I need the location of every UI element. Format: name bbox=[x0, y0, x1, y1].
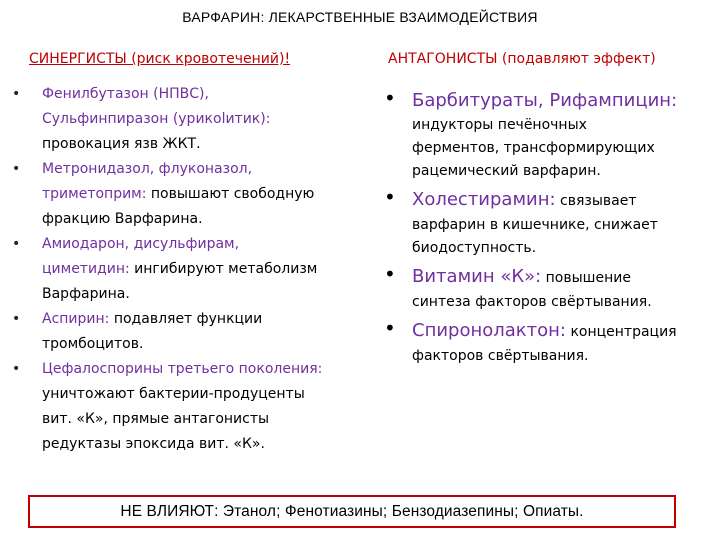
item-text: фракцию Варфарина. bbox=[42, 211, 203, 227]
item-text: индукторы печёночных bbox=[412, 117, 587, 133]
bullet-icon: • bbox=[12, 311, 21, 327]
drug-name: Витамин «К»: bbox=[412, 266, 542, 287]
item-text: провокация язв ЖКТ. bbox=[42, 136, 201, 152]
drug-name: Цефалоспорины третьего поколения: bbox=[42, 361, 323, 377]
item-text: ферментов, трансформирующих bbox=[412, 140, 655, 156]
item-text: ингибируют метаболизм bbox=[129, 261, 318, 277]
antagonists-header: АНТАГОНИСТЫ (подавляют эффект) bbox=[388, 51, 656, 67]
item-text: редуктазы эпоксида вит. «К». bbox=[42, 436, 265, 452]
bullet-icon: • bbox=[384, 316, 396, 340]
list-item bbox=[12, 232, 372, 307]
bullet-icon: • bbox=[384, 185, 396, 209]
item-text: факторов свёртывания. bbox=[412, 348, 589, 364]
drug-name: Холестирамин: bbox=[412, 189, 556, 210]
bullet-icon: • bbox=[384, 262, 396, 286]
bullet-icon: • bbox=[12, 361, 21, 377]
item-text: уничтожают бактерии-продуценты bbox=[42, 386, 305, 402]
item-text: тромбоцитов. bbox=[42, 336, 144, 352]
item-text: концентрация bbox=[566, 324, 677, 340]
list-item bbox=[12, 157, 372, 232]
item-text: варфарин в кишечнике, снижает bbox=[412, 217, 658, 233]
synergists-header: СИНЕРГИСТЫ (риск кровотечений)! bbox=[29, 51, 291, 67]
item-text: Варфарина. bbox=[42, 286, 130, 302]
list-item bbox=[12, 357, 372, 457]
item-text: связывает bbox=[555, 193, 637, 209]
list-item bbox=[382, 187, 718, 260]
item-text: рацемический варфарин. bbox=[412, 163, 601, 179]
item-text: повышение bbox=[541, 270, 631, 286]
drug-name: Фенилбутазон (НПВС), bbox=[42, 86, 209, 102]
item-text: подавляет функции bbox=[109, 311, 263, 327]
drug-name: Барбитураты, Рифампицин: bbox=[412, 90, 678, 111]
list-item bbox=[382, 264, 718, 314]
bullet-icon: • bbox=[12, 86, 21, 102]
bullet-icon: • bbox=[384, 86, 396, 110]
list-item bbox=[12, 82, 372, 157]
no-effect-box: НЕ ВЛИЯЮТ: Этанол; Фенотиазины; Бензодиазепины; Опиаты. bbox=[28, 495, 676, 528]
list-item bbox=[12, 307, 372, 357]
list-item bbox=[382, 88, 718, 183]
synergists-list bbox=[12, 82, 372, 457]
drug-name: Метронидазол, флуконазол, bbox=[42, 161, 253, 177]
drug-name: циметидин: bbox=[42, 261, 130, 277]
drug-name: Аспирин: bbox=[42, 311, 110, 327]
item-text: повышают свободную bbox=[146, 186, 315, 202]
item-text: биодоступность. bbox=[412, 240, 537, 256]
list-item bbox=[382, 318, 718, 368]
page-title: ВАРФАРИН: ЛЕКАРСТВЕННЫЕ ВЗАИМОДЕЙСТВИЯ bbox=[182, 9, 538, 25]
item-text: синтеза факторов свёртывания. bbox=[412, 294, 652, 310]
bullet-icon: • bbox=[12, 236, 21, 252]
drug-name: Сульфинпиразон (урикolитик): bbox=[42, 111, 271, 127]
drug-name: триметоприм: bbox=[42, 186, 147, 202]
item-text: вит. «К», прямые антагонисты bbox=[42, 411, 270, 427]
bullet-icon: • bbox=[12, 161, 21, 177]
drug-name: Амиодарон, дисульфирам, bbox=[42, 236, 240, 252]
drug-name: Спиронолактон: bbox=[412, 320, 566, 341]
antagonists-list bbox=[382, 88, 718, 372]
